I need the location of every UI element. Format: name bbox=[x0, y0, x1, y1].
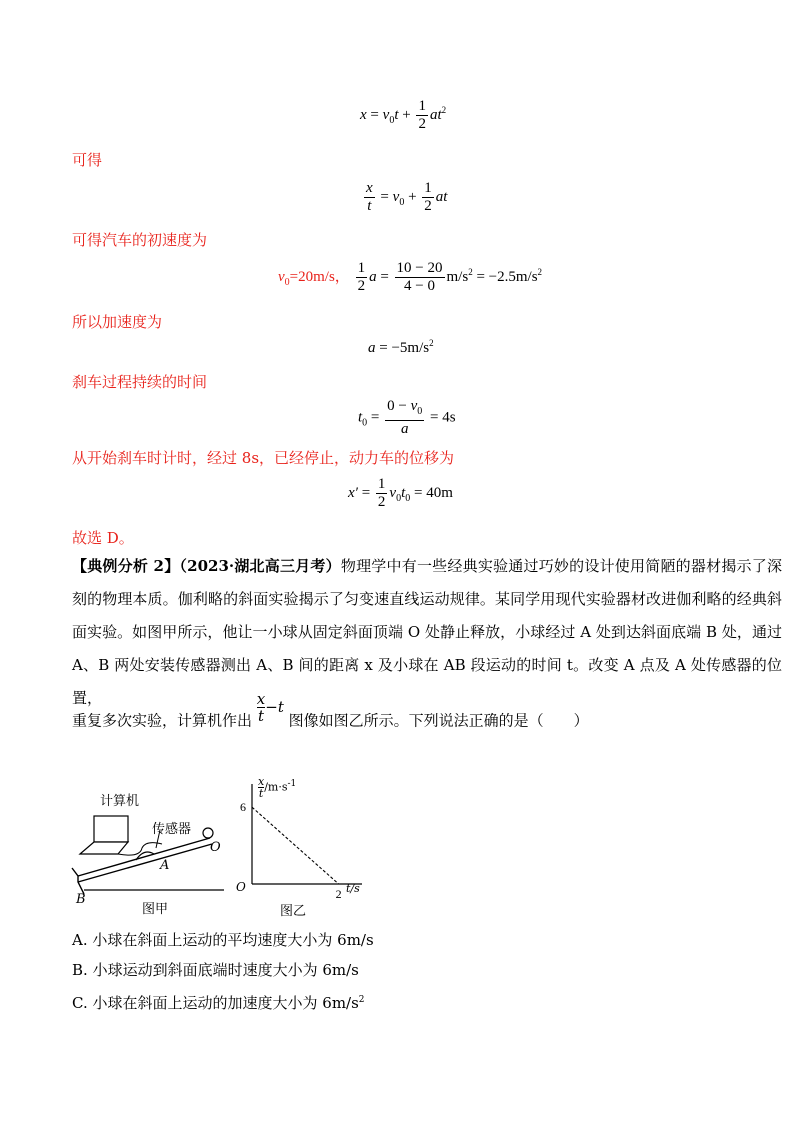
var-at: at bbox=[435, 188, 448, 205]
denominator: 2 bbox=[424, 198, 432, 214]
equation-avg-velocity bbox=[362, 180, 447, 215]
text-initial-speed: 可得汽车的初速度为 bbox=[72, 231, 208, 249]
denominator: 4 − 0 bbox=[404, 278, 435, 294]
subscript: 0 bbox=[284, 276, 290, 288]
var-v: v bbox=[410, 398, 418, 414]
var-v: v bbox=[392, 188, 400, 205]
numerator: 1 bbox=[424, 180, 432, 196]
numerator: x bbox=[258, 775, 265, 788]
numerator: 1 bbox=[377, 476, 386, 492]
fraction-half bbox=[356, 260, 368, 295]
option-letter: C. bbox=[72, 994, 88, 1012]
var-t: t bbox=[277, 697, 284, 716]
v0-equals: =20m/s， bbox=[289, 268, 350, 285]
numerator: 1 bbox=[418, 98, 426, 114]
var-t: t bbox=[394, 106, 399, 123]
exponent: 2 bbox=[429, 338, 434, 348]
option-letter: B. bbox=[72, 961, 88, 979]
var-a: a bbox=[368, 340, 376, 356]
var-v: v bbox=[278, 268, 285, 285]
equation-final-displacement bbox=[348, 476, 453, 511]
numerator-text: 0 − bbox=[387, 398, 411, 414]
equation-brake-time bbox=[358, 398, 456, 438]
label-O: O bbox=[210, 840, 221, 855]
denominator: a bbox=[400, 421, 409, 437]
example-text-2 bbox=[72, 690, 589, 738]
denominator: t bbox=[258, 707, 265, 725]
option-exponent: 2 bbox=[358, 995, 365, 1005]
example-tag: 【典例分析 2】 bbox=[72, 557, 180, 575]
subscript: 0 bbox=[399, 196, 405, 208]
label-A: A bbox=[160, 858, 170, 873]
result: = −5m/s bbox=[379, 340, 430, 356]
figure-yi bbox=[236, 776, 366, 922]
ylabel-exponent: -1 bbox=[287, 778, 297, 789]
fraction-half bbox=[416, 98, 428, 133]
v0-value bbox=[278, 268, 350, 288]
fraction-half bbox=[422, 180, 434, 215]
var-x-prime: x′ bbox=[348, 484, 358, 501]
exponent: 2 bbox=[468, 266, 473, 277]
fraction-half bbox=[376, 476, 388, 511]
option-C[interactable] bbox=[72, 990, 365, 1013]
denominator: 2 bbox=[418, 116, 426, 132]
equation-initial-speed bbox=[278, 260, 542, 295]
equals-sign: = bbox=[370, 106, 379, 123]
result: = 4s bbox=[430, 409, 456, 426]
example-problem bbox=[72, 550, 782, 715]
result: = −2.5m/s bbox=[476, 268, 538, 285]
option-text: 小球在斜面上运动的平均速度大小为 6m/s bbox=[92, 931, 374, 949]
option-B[interactable] bbox=[72, 960, 359, 980]
text-accel: 所以加速度为 bbox=[72, 313, 163, 331]
numerator: x bbox=[366, 180, 373, 196]
var-t: t bbox=[358, 409, 363, 426]
var-v: v bbox=[389, 484, 397, 501]
text-kede: 可得 bbox=[72, 151, 103, 169]
var-t: t bbox=[401, 484, 406, 501]
numerator: 10 − 20 bbox=[396, 260, 443, 276]
var-v: v bbox=[382, 106, 390, 123]
equals-sign: = bbox=[380, 268, 389, 285]
x-axis-label: t/s bbox=[346, 882, 360, 895]
subscript: 0 bbox=[396, 492, 402, 504]
subscript: 0 bbox=[362, 417, 368, 429]
keyboard-shape bbox=[80, 842, 128, 854]
subscript: 0 bbox=[417, 406, 423, 417]
fraction-time bbox=[385, 398, 424, 438]
equals-sign: = bbox=[380, 188, 389, 205]
y-axis-label bbox=[258, 776, 296, 799]
equals-sign: = bbox=[370, 409, 380, 426]
caption-yi: 图乙 bbox=[280, 904, 307, 919]
plus-sign: + bbox=[402, 106, 411, 123]
option-letter: A. bbox=[72, 931, 88, 949]
equation-displacement bbox=[360, 98, 446, 133]
x-tick-label: 2 bbox=[335, 887, 342, 901]
label-B: B bbox=[76, 892, 86, 907]
figure-jia bbox=[70, 778, 240, 918]
var-at: at bbox=[429, 106, 442, 123]
result: = 40m bbox=[414, 484, 453, 501]
y-tick-label: 6 bbox=[240, 800, 246, 815]
computer-label: 计算机 bbox=[100, 794, 140, 809]
option-A[interactable] bbox=[72, 930, 374, 950]
example-text-2b: 图像如图乙所示。下列说法正确的是（ ） bbox=[288, 711, 589, 730]
ball-circle bbox=[203, 828, 213, 838]
origin-label: O bbox=[236, 880, 246, 894]
exponent: 2 bbox=[441, 104, 447, 115]
caption-jia: 图甲 bbox=[142, 902, 169, 917]
ylabel-unit: /m·s bbox=[264, 780, 288, 794]
numerator: 1 bbox=[357, 260, 366, 276]
fraction-x-over-t bbox=[364, 180, 375, 215]
fraction-slope bbox=[395, 260, 445, 295]
equation-acceleration bbox=[368, 338, 434, 357]
example-source: （2023·湖北高三月考） bbox=[179, 557, 341, 575]
exponent: 2 bbox=[537, 266, 543, 277]
text-displacement: 从开始刹车时计时，经过 8s，已经停止，动力车的位移为 bbox=[72, 449, 455, 467]
equals-sign: = bbox=[361, 484, 371, 501]
denominator: 2 bbox=[357, 278, 366, 294]
plus-sign: + bbox=[408, 188, 417, 205]
denominator: 2 bbox=[377, 494, 386, 510]
monitor-shape bbox=[94, 816, 128, 842]
minus-sign: − bbox=[265, 697, 278, 716]
option-text: 小球运动到斜面底端时速度大小为 6m/s bbox=[92, 961, 359, 979]
fraction-x-over-t bbox=[257, 691, 265, 724]
text-answer: 故选 D。 bbox=[72, 529, 134, 547]
unit: m/s bbox=[446, 268, 469, 285]
subscript: 0 bbox=[389, 114, 395, 126]
var-a: a bbox=[369, 268, 377, 285]
sensor-label: 传感器 bbox=[152, 822, 192, 837]
denominator: t bbox=[258, 787, 264, 800]
subscript: 0 bbox=[405, 492, 411, 504]
series-line bbox=[252, 807, 339, 884]
denominator: t bbox=[367, 198, 372, 214]
option-text: 小球在斜面上运动的加速度大小为 6m/s bbox=[92, 994, 359, 1012]
example-text-2a: 重复多次实验，计算机作出 bbox=[72, 711, 253, 730]
example-text: 物理学中有一些经典实验通过巧妙的设计使用简陋的器材揭示了深刻的物理本质。伽利略的斜面实验揭示了匀变速直线运动规律。某同学用现代实验器材改进伽利略的经典斜面实验。如图甲所示，他让一小球从固定斜面顶端 O 处静止释放，小球经过 A 处到达斜面底端 B 处，通过 A、B 两处安装传感器测出 A、B 间的距离 x 及小球在 AB 段运动的时间 t。改变 A 点及 A 处传感器的位置， bbox=[72, 557, 782, 707]
text-brake-time: 刹车过程持续的时间 bbox=[72, 373, 208, 391]
numerator: x bbox=[256, 690, 266, 708]
var-x: x bbox=[360, 106, 367, 123]
